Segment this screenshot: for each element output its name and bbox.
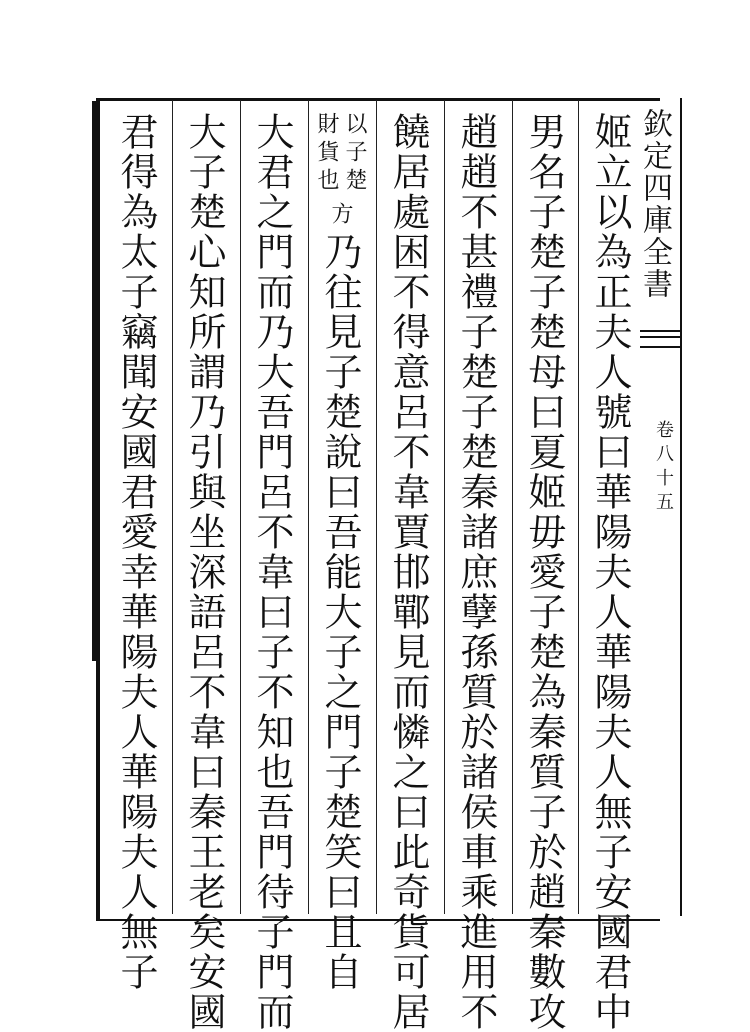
column-text: 男名子楚子楚母曰夏姬毋愛子楚為秦質子於趙秦數攻 — [522, 112, 566, 1032]
column-rule — [512, 100, 513, 914]
frame-left-border — [92, 101, 98, 661]
annotation-right: 以子楚 — [342, 112, 367, 196]
text-column-6 — [242, 112, 302, 1032]
text-column-4 — [378, 112, 438, 1032]
text-column-8 — [106, 112, 166, 992]
column-text: 姬立以為正夫人號曰華陽夫人華陽夫人無子安國君中 — [588, 112, 632, 1032]
text-column-5 — [310, 112, 370, 992]
text-column-3 — [446, 112, 506, 1032]
column-text: 君得為太子竊聞安國君愛幸華陽夫人華陽夫人無子 — [114, 112, 158, 992]
column-rule — [240, 100, 241, 914]
column-text: 大君之門而乃大吾門呂不韋曰子不知也吾門待子門而 — [250, 112, 294, 1032]
column-text: 趙趙不甚禮子楚子楚秦諸庶孽孫質於諸侯車乘進用不 — [454, 112, 498, 1032]
volume-number: 卷八十五 — [653, 420, 674, 516]
text-column-7 — [174, 112, 234, 1032]
annotation-left: 財貨也 — [314, 112, 339, 196]
book-title: 欽定四庫全書 — [637, 108, 672, 300]
column-rule — [172, 100, 173, 914]
column-text: 大子楚心知所謂乃引與坐深語呂不韋曰秦王老矣安國 — [182, 112, 226, 1032]
text-column-1 — [580, 112, 640, 1032]
column-text: 饒居處困不得意呂不韋賈邯鄲見而憐之曰此奇貨可居 — [386, 112, 430, 1032]
annotation-small: 方 — [328, 202, 353, 230]
column-rule — [444, 100, 445, 914]
fishtail-mark — [640, 330, 680, 348]
text-column-2 — [514, 112, 574, 1032]
column-rule — [308, 100, 309, 914]
column-text: 乃往見子楚說曰吾能大子之門子楚笑曰且自 — [318, 232, 362, 992]
column-rule — [376, 100, 377, 914]
column-rule — [578, 100, 579, 914]
